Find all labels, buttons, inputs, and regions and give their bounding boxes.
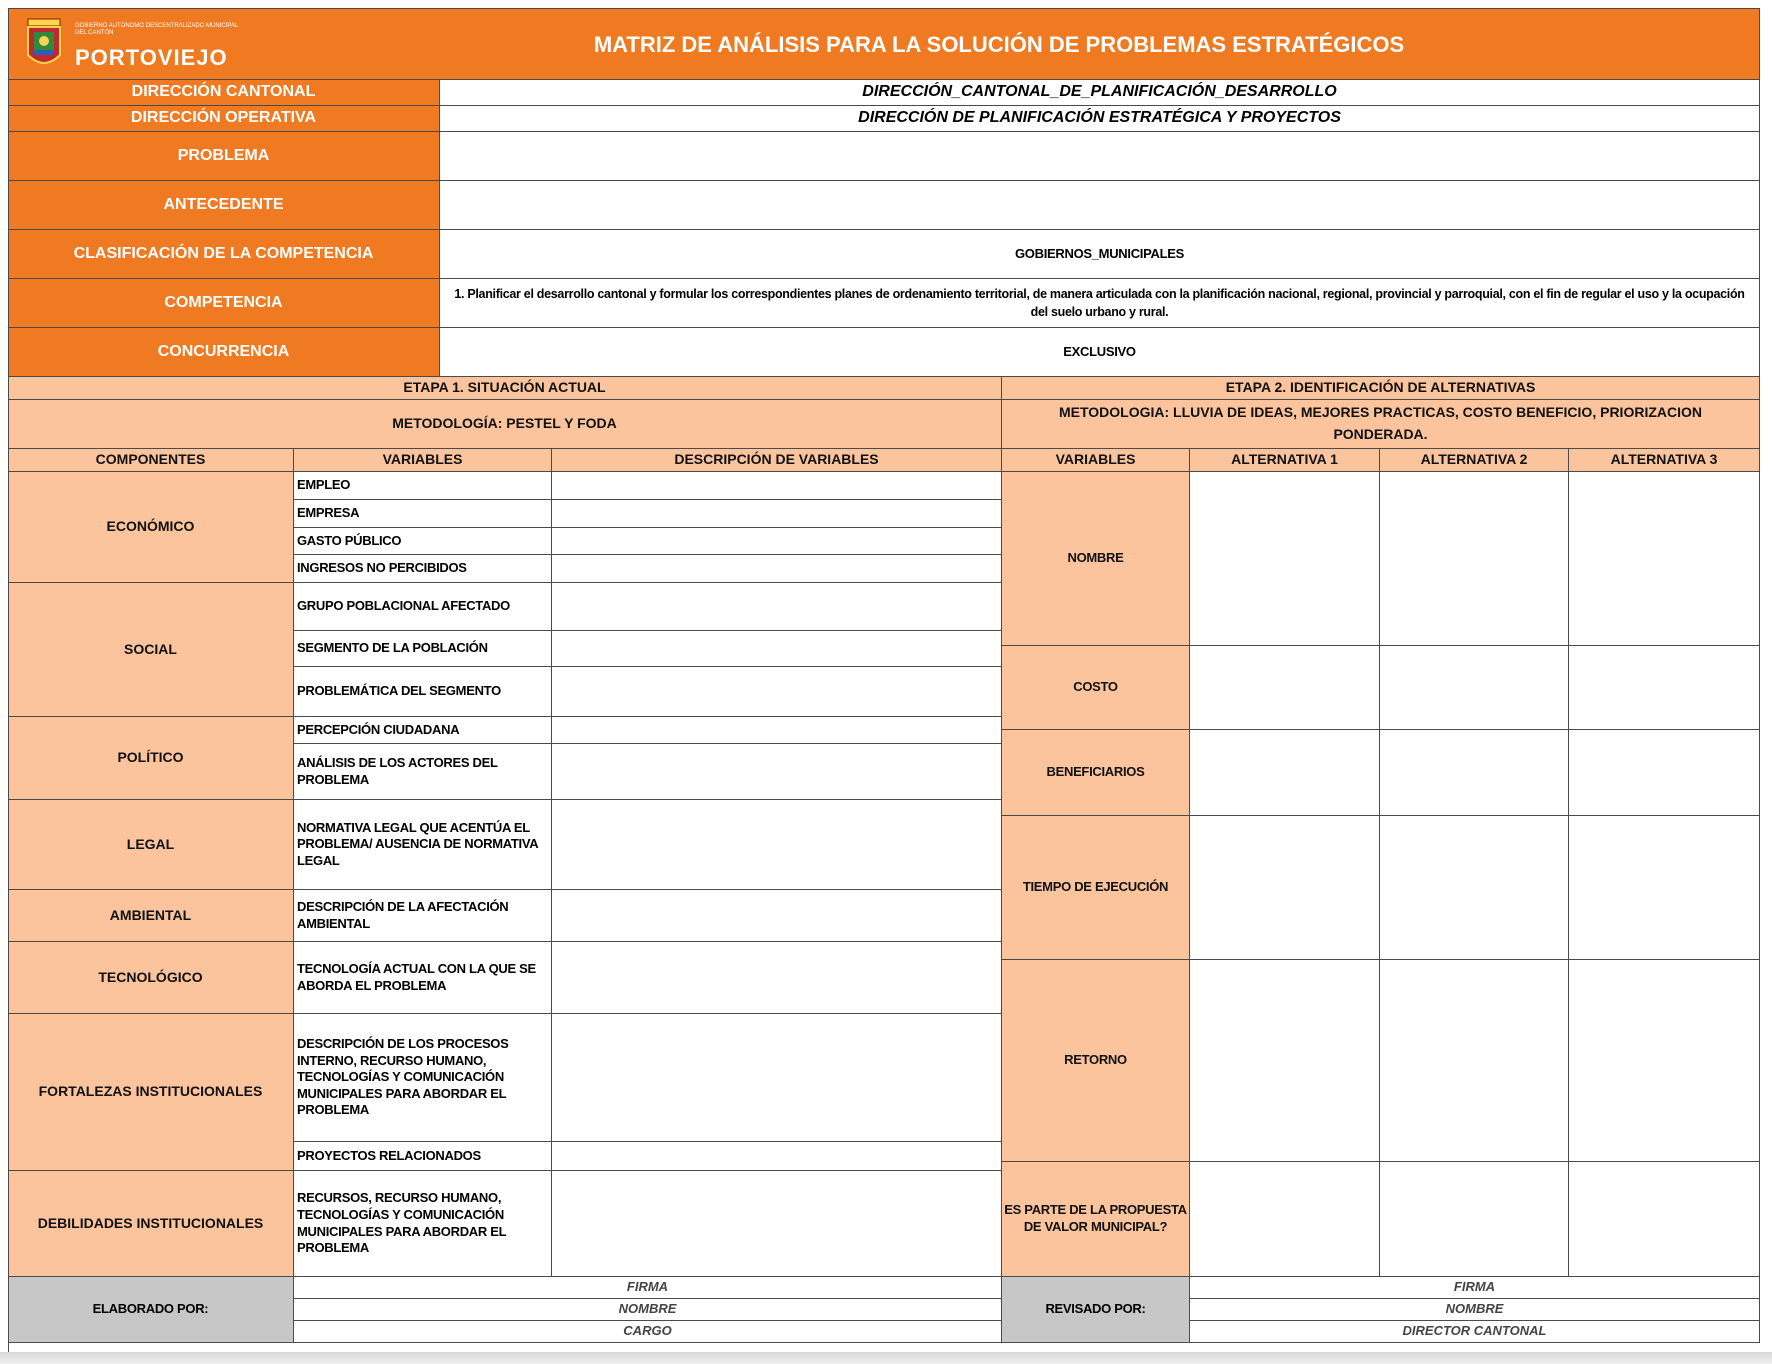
description-cell[interactable] xyxy=(552,800,1002,890)
description-cell[interactable] xyxy=(552,667,1002,717)
alternative-cell[interactable] xyxy=(1380,1162,1569,1277)
window-bottom-edge xyxy=(0,1352,1772,1364)
variable-cell: EMPLEO xyxy=(294,472,552,500)
elaborado-label: ELABORADO POR: xyxy=(8,1277,294,1343)
component-cell: TECNOLÓGICO xyxy=(8,942,294,1014)
component-cell: POLÍTICO xyxy=(8,717,294,800)
portoviejo-logo xyxy=(25,17,245,73)
component-cell: ECONÓMICO xyxy=(8,472,294,583)
alternative-cell[interactable] xyxy=(1380,816,1569,960)
component-cell: SOCIAL xyxy=(8,583,294,717)
description-cell[interactable] xyxy=(552,528,1002,555)
alternative-cell[interactable] xyxy=(1380,646,1569,730)
page-title: MATRIZ DE ANÁLISIS PARA LA SOLUCIÓN DE PROBLEMAS ESTRATÉGICOS xyxy=(593,32,1405,57)
variable-cell: GASTO PÚBLICO xyxy=(294,528,552,555)
elaborado-firma[interactable]: FIRMA xyxy=(294,1277,1002,1299)
variable-cell: PERCEPCIÓN CIUDADANA xyxy=(294,717,552,744)
logo-subtitle: GOBIERNO AUTÓNOMO DESCENTRALIZADO MUNICIPAL DEL CANTÓN xyxy=(75,23,239,36)
variable-cell: DESCRIPCIÓN DE LOS PROCESOS INTERNO, RECURSO HUMANO, TECNOLOGÍAS Y COMUNICACIÓN MUNICIPALES PARA ABORDAR EL PROBLEMA xyxy=(294,1014,552,1142)
variable-cell: PROBLEMÁTICA DEL SEGMENTO xyxy=(294,667,552,717)
alternative-cell[interactable] xyxy=(1190,730,1380,816)
title-bar xyxy=(8,8,1760,80)
direccion-cantonal-value: DIRECCIÓN_CANTONAL_DE_PLANIFICACIÓN_DESARROLLO xyxy=(440,80,1760,106)
alt-variable-cell: TIEMPO DE EJECUCIÓN xyxy=(1002,816,1190,960)
alternative-cell[interactable] xyxy=(1569,1162,1760,1277)
variable-cell: INGRESOS NO PERCIBIDOS xyxy=(294,555,552,583)
alternative-cell[interactable] xyxy=(1380,730,1569,816)
description-cell[interactable] xyxy=(552,583,1002,631)
alt-variable-cell: BENEFICIARIOS xyxy=(1002,730,1190,816)
elaborado-cargo[interactable]: CARGO xyxy=(294,1321,1002,1343)
description-cell[interactable] xyxy=(552,1142,1002,1171)
alt-variable-cell: ES PARTE DE LA PROPUESTA DE VALOR MUNICIPAL? xyxy=(1002,1162,1190,1277)
alternative-cell[interactable] xyxy=(1569,730,1760,816)
alternative-cell[interactable] xyxy=(1569,960,1760,1162)
alt-variable-cell: NOMBRE xyxy=(1002,472,1190,646)
variable-cell: DESCRIPCIÓN DE LA AFECTACIÓN AMBIENTAL xyxy=(294,890,552,942)
competencia-value: 1. Planificar el desarrollo cantonal y formular los correspondientes planes de ordenamiento territorial, de manera articulada con la planificación nacional, regional, provincial y parroquial, con el fin de regular el uso y la ocupación del suelo urbano y rural. xyxy=(440,279,1760,328)
direccion-cantonal-label: DIRECCIÓN CANTONAL xyxy=(8,80,440,106)
description-cell[interactable] xyxy=(552,717,1002,744)
alternative-cell[interactable] xyxy=(1190,960,1380,1162)
concurrencia-value: EXCLUSIVO xyxy=(440,328,1760,377)
col-alternativa-3: ALTERNATIVA 3 xyxy=(1569,449,1760,472)
variable-cell: ANÁLISIS DE LOS ACTORES DEL PROBLEMA xyxy=(294,744,552,800)
revisado-nombre[interactable]: NOMBRE xyxy=(1190,1299,1760,1321)
coat-of-arms-icon xyxy=(25,17,63,71)
col-componentes: COMPONENTES xyxy=(8,449,294,472)
component-cell: DEBILIDADES INSTITUCIONALES xyxy=(8,1171,294,1277)
etapa2-title: ETAPA 2. IDENTIFICACIÓN DE ALTERNATIVAS xyxy=(1002,377,1760,400)
alternative-cell[interactable] xyxy=(1190,1162,1380,1277)
concurrencia-label: CONCURRENCIA xyxy=(8,328,440,377)
problema-label: PROBLEMA xyxy=(8,132,440,181)
variable-cell: EMPRESA xyxy=(294,500,552,528)
alternative-cell[interactable] xyxy=(1190,472,1380,646)
description-cell[interactable] xyxy=(552,1171,1002,1277)
alternative-cell[interactable] xyxy=(1190,816,1380,960)
description-cell[interactable] xyxy=(552,472,1002,500)
etapa1-title: ETAPA 1. SITUACIÓN ACTUAL xyxy=(8,377,1002,400)
clasificacion-label: CLASIFICACIÓN DE LA COMPETENCIA xyxy=(8,230,440,279)
description-cell[interactable] xyxy=(552,890,1002,942)
variable-cell: RECURSOS, RECURSO HUMANO, TECNOLOGÍAS Y COMUNICACIÓN MUNICIPALES PARA ABORDAR EL PROBLEMA xyxy=(294,1171,552,1277)
col-descripcion: DESCRIPCIÓN DE VARIABLES xyxy=(552,449,1002,472)
component-cell: FORTALEZAS INSTITUCIONALES xyxy=(8,1014,294,1171)
revisado-cargo[interactable]: DIRECTOR CANTONAL xyxy=(1190,1321,1760,1343)
revisado-label: REVISADO POR: xyxy=(1002,1277,1190,1343)
etapa2-metodologia: METODOLOGIA: LLUVIA DE IDEAS, MEJORES PRACTICAS, COSTO BENEFICIO, PRIORIZACION PONDERADA. xyxy=(1002,400,1760,449)
description-cell[interactable] xyxy=(552,1014,1002,1142)
variable-cell: SEGMENTO DE LA POBLACIÓN xyxy=(294,631,552,667)
alternative-cell[interactable] xyxy=(1380,472,1569,646)
component-cell: LEGAL xyxy=(8,800,294,890)
variable-cell: NORMATIVA LEGAL QUE ACENTÚA EL PROBLEMA/ AUSENCIA DE NORMATIVA LEGAL xyxy=(294,800,552,890)
component-cell: AMBIENTAL xyxy=(8,890,294,942)
direccion-operativa-label: DIRECCIÓN OPERATIVA xyxy=(8,106,440,132)
clasificacion-value: GOBIERNOS_MUNICIPALES xyxy=(440,230,1760,279)
variable-cell: GRUPO POBLACIONAL AFECTADO xyxy=(294,583,552,631)
col-variables: VARIABLES xyxy=(294,449,552,472)
description-cell[interactable] xyxy=(552,942,1002,1014)
alternative-cell[interactable] xyxy=(1569,646,1760,730)
problema-value[interactable] xyxy=(440,132,1760,181)
direccion-operativa-value: DIRECCIÓN DE PLANIFICACIÓN ESTRATÉGICA Y PROYECTOS xyxy=(440,106,1760,132)
variable-cell: PROYECTOS RELACIONADOS xyxy=(294,1142,552,1171)
col-variables-etapa2: VARIABLES xyxy=(1002,449,1190,472)
description-cell[interactable] xyxy=(552,500,1002,528)
description-cell[interactable] xyxy=(552,555,1002,583)
variable-cell: TECNOLOGÍA ACTUAL CON LA QUE SE ABORDA EL PROBLEMA xyxy=(294,942,552,1014)
alternative-cell[interactable] xyxy=(1569,816,1760,960)
alt-variable-cell: COSTO xyxy=(1002,646,1190,730)
col-alternativa-2: ALTERNATIVA 2 xyxy=(1380,449,1569,472)
antecedente-label: ANTECEDENTE xyxy=(8,181,440,230)
analysis-matrix-sheet xyxy=(8,8,1760,1352)
description-cell[interactable] xyxy=(552,744,1002,800)
description-cell[interactable] xyxy=(552,631,1002,667)
col-alternativa-1: ALTERNATIVA 1 xyxy=(1190,449,1380,472)
alternative-cell[interactable] xyxy=(1190,646,1380,730)
elaborado-nombre[interactable]: NOMBRE xyxy=(294,1299,1002,1321)
antecedente-value[interactable] xyxy=(440,181,1760,230)
logo-name: PORTOVIEJO xyxy=(75,45,228,70)
alternative-cell[interactable] xyxy=(1569,472,1760,646)
alt-variable-cell: RETORNO xyxy=(1002,960,1190,1162)
revisado-firma[interactable]: FIRMA xyxy=(1190,1277,1760,1299)
competencia-label: COMPETENCIA xyxy=(8,279,440,328)
alternative-cell[interactable] xyxy=(1380,960,1569,1162)
etapa1-metodologia: METODOLOGÍA: PESTEL Y FODA xyxy=(8,400,1002,449)
